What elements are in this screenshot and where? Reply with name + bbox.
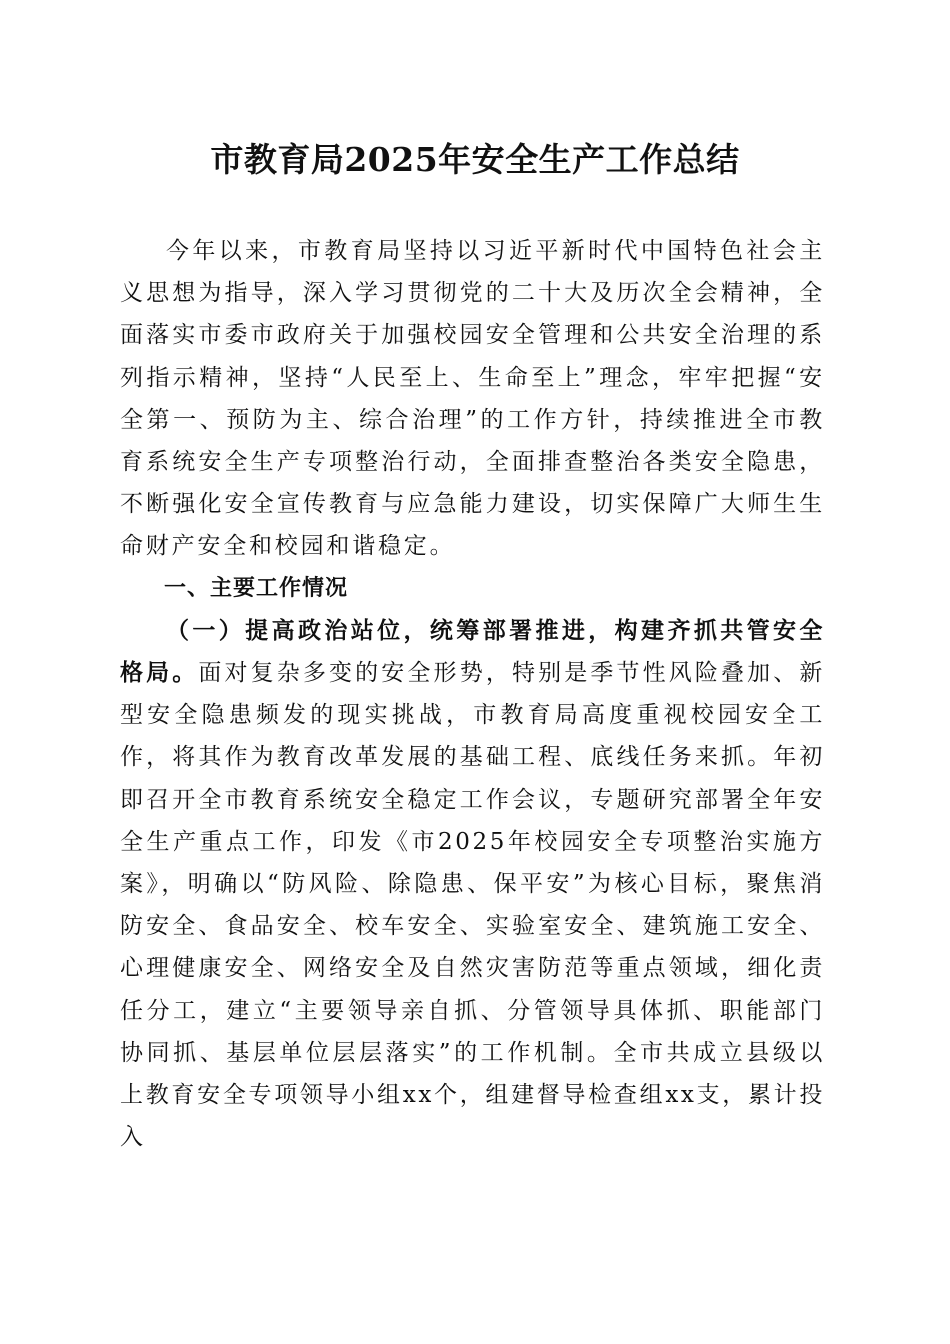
intro-paragraph: 今年以来，市教育局坚持以习近平新时代中国特色社会主义思想为指导，深入学习贯彻党的二十大及历次全会精神，全面落实市委市政府关于加强校园安全管理和公共安全治理的系列指示精神，坚持“人民至上、生命至上”理念，牢牢把握“安全第一、预防为主、综合治理”的工作方针，持续推进全市教育系统安全生产专项整治行动，全面排查整治各类安全隐患，不断强化安全宣传教育与应急能力建设，切实保障广大师生生命财产安全和校园和谐稳定。 bbox=[120, 238, 825, 560]
document-body bbox=[120, 230, 825, 1158]
document-title: 市教育局2025年安全生产工作总结 bbox=[210, 140, 740, 179]
section-heading: 一、主要工作情况 bbox=[164, 575, 349, 601]
subsection-paragraph bbox=[120, 610, 825, 1159]
subsection-text: 面对复杂多变的安全形势，特别是季节性风险叠加、新型安全隐患频发的现实挑战，市教育局高度重视校园安全工作，将其作为教育改革发展的基础工程、底线任务来抓。年初即召开全市教育系统安全稳定工作会议，专题研究部署全年安全生产重点工作，印发《市2025年校园安全专项整治实施方案》，明确以“防风险、除隐患、保平安”为核心目标，聚焦消防安全、食品安全、校车安全、实验室安全、建筑施工安全、心理健康安全、网络安全及自然灾害防范等重点领域，细化责任分工，建立“主要领导亲自抓、分管领导具体抓、职能部门协同抓、基层单位层层落实”的工作机制。全市共成立县级以上教育安全专项领导小组xx个，组建督导检查组xx支，累计投入 bbox=[120, 660, 825, 1151]
subsection-lead: （一）提高政治站位，统筹部署推进，构建齐抓共管安全格局。 bbox=[120, 616, 825, 687]
